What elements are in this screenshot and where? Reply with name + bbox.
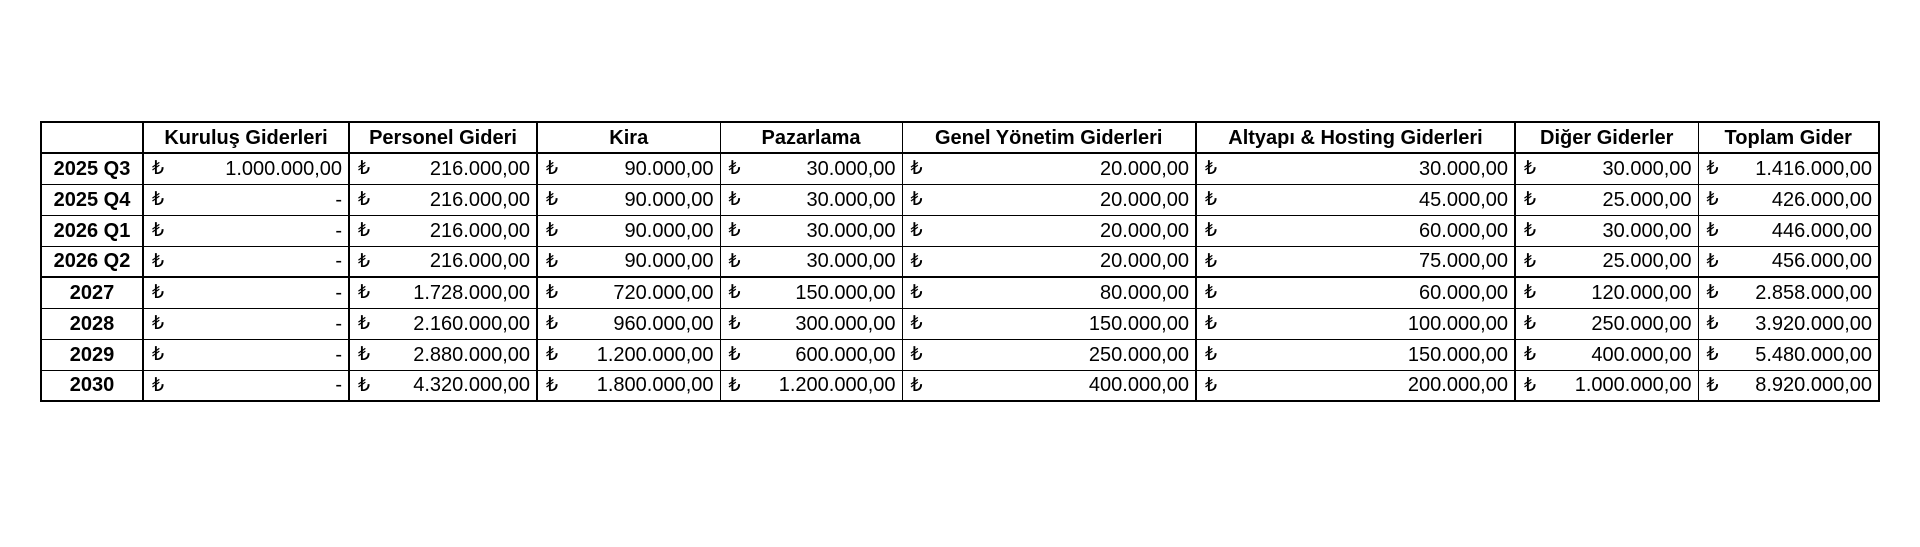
lira-symbol: ₺ [152,282,165,304]
amount-value: 250.000,00 [1591,312,1692,335]
amount-value: 90.000,00 [624,157,714,180]
lira-symbol: ₺ [1706,220,1719,241]
amount-cell[interactable] [902,246,1196,277]
amount-cell[interactable] [902,215,1196,246]
currency-value [903,154,1196,184]
lira-symbol: ₺ [728,374,741,396]
lira-symbol: ₺ [546,158,559,180]
lira-symbol: ₺ [1205,158,1218,180]
amount-value: 1.416.000,00 [1755,157,1872,180]
currency-value [538,154,720,184]
amount-cell[interactable] [537,339,720,370]
currency-value [903,278,1196,308]
currency-value [721,278,902,308]
currency-value [538,216,720,246]
amount-value: 20.000,00 [1100,219,1189,242]
currency-value [721,185,902,215]
amount-cell[interactable] [349,184,537,215]
amount-value: 400.000,00 [1591,343,1692,366]
amount-value: 25.000,00 [1602,188,1692,211]
header-cell-pazarlama[interactable]: Pazarlama [720,122,902,153]
currency-value [144,278,348,308]
lira-symbol: ₺ [152,313,165,334]
amount-value: 20.000,00 [1100,250,1189,273]
amount-cell[interactable] [1515,153,1698,184]
lira-symbol: ₺ [546,189,559,210]
amount-value: 90.000,00 [624,219,714,242]
lira-symbol: ₺ [1706,313,1719,334]
amount-cell[interactable] [720,184,902,215]
amount-cell[interactable] [1515,308,1698,339]
amount-cell[interactable] [349,246,537,277]
amount-value: 456.000,00 [1771,250,1872,273]
amount-cell[interactable] [1698,370,1879,401]
lira-symbol: ₺ [1524,313,1537,334]
currency-value [721,340,902,370]
amount-value: 30.000,00 [1602,219,1692,242]
amount-value: 1.200.000,00 [778,374,896,397]
lira-symbol: ₺ [728,250,741,272]
amount-cell[interactable] [537,215,720,246]
currency-value [538,278,720,308]
amount-value: 216.000,00 [429,250,530,273]
amount-cell[interactable] [1515,277,1698,308]
period-cell[interactable]: 2030 [41,370,143,401]
currency-value [721,371,902,401]
amount-value: 5.480.000,00 [1755,343,1872,366]
header-cell-genel-yonetim[interactable]: Genel Yönetim Giderleri [902,122,1196,153]
amount-cell[interactable] [537,277,720,308]
amount-value: 1.000.000,00 [1574,374,1692,397]
amount-cell[interactable] [143,277,349,308]
currency-value [903,340,1196,370]
period-cell[interactable]: 2026 Q2 [41,246,143,277]
lira-symbol: ₺ [152,189,165,210]
amount-cell[interactable] [720,277,902,308]
lira-symbol: ₺ [358,282,371,304]
lira-symbol: ₺ [1706,158,1719,180]
currency-value [721,154,902,184]
period-cell[interactable]: 2027 [41,277,143,308]
amount-cell[interactable] [537,370,720,401]
currency-value [1197,247,1514,277]
lira-symbol: ₺ [358,313,371,334]
currency-value [1516,185,1698,215]
amount-cell[interactable] [349,339,537,370]
amount-cell[interactable] [143,153,349,184]
currency-value [350,247,536,277]
amount-value: - [335,343,342,366]
lira-symbol: ₺ [358,344,371,365]
amount-cell[interactable] [143,215,349,246]
lira-symbol: ₺ [910,282,923,304]
currency-value [538,371,720,401]
lira-symbol: ₺ [728,189,741,210]
lira-symbol: ₺ [546,282,559,304]
amount-value: 90.000,00 [624,250,714,273]
amount-value: 20.000,00 [1100,188,1189,211]
header-cell-diger[interactable]: Diğer Giderler [1515,122,1698,153]
lira-symbol: ₺ [152,158,165,180]
amount-value: - [335,374,342,397]
amount-cell[interactable] [349,308,537,339]
amount-value: 150.000,00 [795,281,896,304]
table-row [41,308,1879,339]
amount-value: 2.858.000,00 [1755,281,1872,304]
lira-symbol: ₺ [358,189,371,210]
currency-value [1699,309,1879,339]
amount-cell[interactable] [143,184,349,215]
amount-value: 3.920.000,00 [1755,312,1872,335]
amount-cell[interactable] [1515,339,1698,370]
header-cell-toplam[interactable]: Toplam Gider [1698,122,1879,153]
table-row [41,215,1879,246]
lira-symbol: ₺ [1706,374,1719,396]
expense-table [40,121,1880,402]
currency-value [538,247,720,277]
currency-value [1516,309,1698,339]
currency-value [350,185,536,215]
lira-symbol: ₺ [1205,313,1218,334]
amount-value: 8.920.000,00 [1755,374,1872,397]
amount-value: 200.000,00 [1407,374,1508,397]
table-row [41,184,1879,215]
amount-value: 60.000,00 [1419,281,1508,304]
table-row [41,153,1879,184]
lira-symbol: ₺ [728,313,741,334]
amount-cell[interactable] [720,339,902,370]
amount-cell[interactable] [349,277,537,308]
currency-value [903,309,1196,339]
currency-value [1516,278,1698,308]
lira-symbol: ₺ [1524,374,1537,396]
amount-cell[interactable] [1196,277,1515,308]
lira-symbol: ₺ [1205,374,1218,396]
amount-value: 216.000,00 [429,188,530,211]
amount-value: 720.000,00 [613,281,714,304]
amount-value: 45.000,00 [1419,188,1508,211]
table-row [41,370,1879,401]
amount-cell[interactable] [143,246,349,277]
amount-cell[interactable] [1515,215,1698,246]
table-row [41,339,1879,370]
amount-cell[interactable] [720,370,902,401]
lira-symbol: ₺ [1524,250,1537,272]
lira-symbol: ₺ [546,220,559,241]
header-cell-period[interactable] [41,122,143,153]
lira-symbol: ₺ [546,344,559,365]
amount-cell[interactable] [720,215,902,246]
lira-symbol: ₺ [910,220,923,241]
lira-symbol: ₺ [1205,220,1218,241]
header-cell-altyapi-hosting[interactable]: Altyapı & Hosting Giderleri [1196,122,1515,153]
currency-value [1516,154,1698,184]
currency-value [1699,371,1879,401]
currency-value [538,309,720,339]
header-cell-personel[interactable]: Personel Gideri [349,122,537,153]
amount-value: 1.200.000,00 [596,343,714,366]
currency-value [1699,340,1879,370]
header-cell-kira[interactable]: Kira [537,122,720,153]
table-row [41,246,1879,277]
amount-value: 30.000,00 [1419,157,1508,180]
amount-cell[interactable] [349,153,537,184]
lira-symbol: ₺ [1524,282,1537,304]
lira-symbol: ₺ [152,374,165,396]
lira-symbol: ₺ [546,313,559,334]
lira-symbol: ₺ [1706,282,1719,304]
lira-symbol: ₺ [546,374,559,396]
currency-value [144,371,348,401]
lira-symbol: ₺ [910,250,923,272]
lira-symbol: ₺ [358,220,371,241]
amount-cell[interactable] [349,215,537,246]
currency-value [1516,340,1698,370]
amount-value: - [335,188,342,211]
period-cell[interactable]: 2028 [41,308,143,339]
amount-cell[interactable] [1196,370,1515,401]
currency-value [1197,185,1514,215]
period-cell[interactable]: 2026 Q1 [41,215,143,246]
lira-symbol: ₺ [1524,158,1537,180]
amount-value: 600.000,00 [795,343,896,366]
lira-symbol: ₺ [152,220,165,241]
period-cell[interactable]: 2025 Q4 [41,184,143,215]
currency-value [1197,371,1514,401]
amount-cell[interactable] [1698,153,1879,184]
amount-cell[interactable] [1196,153,1515,184]
lira-symbol: ₺ [152,344,165,365]
amount-value: 1.800.000,00 [596,374,714,397]
amount-value: 2.880.000,00 [413,343,530,366]
amount-cell[interactable] [902,339,1196,370]
currency-value [1699,247,1879,277]
header-cell-kurulus[interactable]: Kuruluş Giderleri [143,122,349,153]
amount-cell[interactable] [1698,215,1879,246]
lira-symbol: ₺ [728,158,741,180]
currency-value [144,185,348,215]
amount-value: 250.000,00 [1088,343,1189,366]
lira-symbol: ₺ [152,250,165,272]
currency-value [1197,340,1514,370]
amount-value: 216.000,00 [429,219,530,242]
currency-value [1197,216,1514,246]
amount-cell[interactable] [902,184,1196,215]
lira-symbol: ₺ [1524,189,1537,210]
spreadsheet-area [40,121,1880,402]
amount-value: - [335,219,342,242]
amount-cell[interactable] [720,153,902,184]
table-header-row [41,122,1879,153]
currency-value [350,371,536,401]
amount-cell[interactable] [143,370,349,401]
table-body [41,153,1879,401]
currency-value [538,340,720,370]
currency-value [721,309,902,339]
currency-value [144,247,348,277]
amount-value: 300.000,00 [795,312,896,335]
currency-value [1699,278,1879,308]
table-row [41,277,1879,308]
amount-value: 30.000,00 [806,250,896,273]
lira-symbol: ₺ [728,220,741,241]
amount-cell[interactable] [1196,308,1515,339]
amount-value: 30.000,00 [806,188,896,211]
amount-cell[interactable] [537,246,720,277]
amount-cell[interactable] [1196,184,1515,215]
amount-cell[interactable] [720,246,902,277]
lira-symbol: ₺ [1706,344,1719,365]
currency-value [1197,154,1514,184]
currency-value [721,247,902,277]
currency-value [1516,371,1698,401]
lira-symbol: ₺ [358,158,371,180]
amount-cell[interactable] [1698,246,1879,277]
amount-cell[interactable] [1698,277,1879,308]
amount-value: - [335,281,342,304]
amount-value: 1.000.000,00 [225,157,342,180]
amount-cell[interactable] [1698,184,1879,215]
lira-symbol: ₺ [910,189,923,210]
amount-value: 120.000,00 [1591,281,1692,304]
currency-value [350,154,536,184]
lira-symbol: ₺ [1205,250,1218,272]
currency-value [144,340,348,370]
currency-value [1699,154,1879,184]
amount-cell[interactable] [1698,308,1879,339]
currency-value [350,278,536,308]
amount-value: 400.000,00 [1088,374,1189,397]
amount-cell[interactable] [1196,246,1515,277]
amount-cell[interactable] [1196,215,1515,246]
currency-value [350,340,536,370]
amount-cell[interactable] [537,308,720,339]
amount-cell[interactable] [1515,370,1698,401]
currency-value [721,216,902,246]
currency-value [538,185,720,215]
amount-cell[interactable] [1698,339,1879,370]
lira-symbol: ₺ [910,313,923,334]
lira-symbol: ₺ [910,344,923,365]
currency-value [1516,247,1698,277]
amount-value: - [335,250,342,273]
amount-value: 80.000,00 [1100,281,1189,304]
amount-value: 150.000,00 [1407,343,1508,366]
amount-value: 446.000,00 [1771,219,1872,242]
amount-cell[interactable] [537,184,720,215]
amount-value: 1.728.000,00 [413,281,530,304]
currency-value [903,247,1196,277]
currency-value [350,309,536,339]
amount-value: 4.320.000,00 [413,374,530,397]
amount-value: - [335,312,342,335]
amount-cell[interactable] [143,339,349,370]
lira-symbol: ₺ [910,158,923,180]
currency-value [1699,185,1879,215]
currency-value [1197,278,1514,308]
amount-value: 30.000,00 [806,157,896,180]
period-cell[interactable]: 2025 Q3 [41,153,143,184]
amount-value: 60.000,00 [1419,219,1508,242]
currency-value [903,216,1196,246]
amount-value: 2.160.000,00 [413,312,530,335]
amount-cell[interactable] [902,308,1196,339]
amount-cell[interactable] [720,308,902,339]
amount-value: 960.000,00 [613,312,714,335]
lira-symbol: ₺ [910,374,923,396]
amount-cell[interactable] [902,370,1196,401]
currency-value [144,216,348,246]
currency-value [1197,309,1514,339]
amount-cell[interactable] [1515,246,1698,277]
lira-symbol: ₺ [1524,344,1537,365]
lira-symbol: ₺ [1205,189,1218,210]
lira-symbol: ₺ [546,250,559,272]
amount-value: 216.000,00 [429,157,530,180]
amount-value: 20.000,00 [1100,157,1189,180]
currency-value [144,154,348,184]
currency-value [903,185,1196,215]
lira-symbol: ₺ [358,250,371,272]
lira-symbol: ₺ [1706,250,1719,272]
lira-symbol: ₺ [728,282,741,304]
currency-value [350,216,536,246]
amount-value: 30.000,00 [1602,157,1692,180]
lira-symbol: ₺ [1205,344,1218,365]
amount-value: 25.000,00 [1602,250,1692,273]
currency-value [144,309,348,339]
amount-value: 150.000,00 [1088,312,1189,335]
lira-symbol: ₺ [728,344,741,365]
lira-symbol: ₺ [1706,189,1719,210]
amount-cell[interactable] [902,277,1196,308]
amount-cell[interactable] [537,153,720,184]
amount-cell[interactable] [1515,184,1698,215]
lira-symbol: ₺ [1524,220,1537,241]
amount-value: 30.000,00 [806,219,896,242]
amount-cell[interactable] [143,308,349,339]
period-cell[interactable]: 2029 [41,339,143,370]
currency-value [903,371,1196,401]
amount-cell[interactable] [902,153,1196,184]
currency-value [1516,216,1698,246]
lira-symbol: ₺ [1205,282,1218,304]
amount-value: 75.000,00 [1419,250,1508,273]
amount-value: 90.000,00 [624,188,714,211]
amount-cell[interactable] [1196,339,1515,370]
amount-value: 426.000,00 [1771,188,1872,211]
lira-symbol: ₺ [358,374,371,396]
amount-cell[interactable] [349,370,537,401]
amount-value: 100.000,00 [1407,312,1508,335]
currency-value [1699,216,1879,246]
